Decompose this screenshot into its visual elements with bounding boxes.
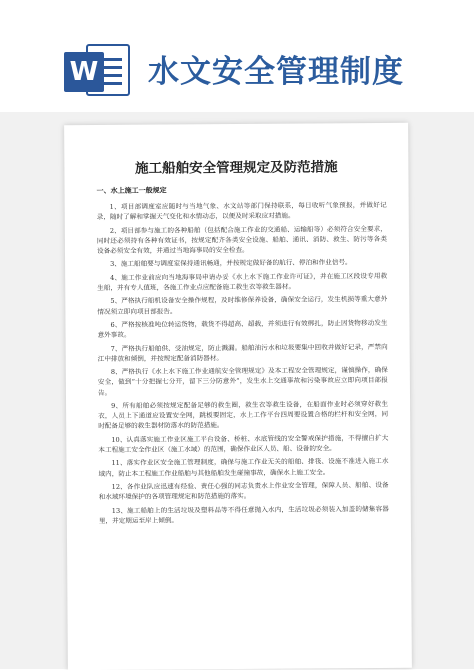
word-logo-tile: W [64, 52, 104, 92]
paragraph: 7、严格执行船舶供、受油规定，防止溅漏。船舶油污水和垃圾要集中回收并做好记录，严禁向江中排放和倾倒，并按规定配备消防器材。 [97, 342, 388, 363]
document-title: 施工船舶安全管理规定及防范措施 [135, 159, 338, 177]
paragraph: 3、施工船舶要与调度室保持通讯畅通，并按规定做好备的航行、停泊和作业信号。 [110, 258, 352, 269]
paragraph: 1、项目部调度室应随时与当地气象、水文站等部门保持联系，每日收听气象预报，并做好记录，随时了解和掌握天气变化和水情动态，以便及时采取应对措施。 [96, 200, 387, 222]
banner-title: 水文安全管理制度 [148, 54, 404, 90]
paragraph: 5、严格执行船机设备安全操作规程，及时维修保养设备，确保安全运行，发生机损等重大意外情况须立即向项目部报告。 [97, 295, 388, 316]
paragraph: 13、施工船舶上的生活垃圾及塑料品等不得任意抛入水内，生活垃圾必须装入加盖的储集容器里，并定期运至岸上倾倒。 [98, 504, 389, 525]
paragraph: 4、施工作业前应向当地海事局申请办妥《水上水下施工作业许可证》，并在施工区段设专用救生船，并有专人值班，各施工作业点应配备施工救生衣等救生器材。 [97, 271, 388, 292]
paragraph: 11、落实作业区安全施工管理制度，确保与施工作业无关的船舶、排筏、设施不准进入施工水域内，防止本工程施工作业船舶与其他船舶发生碰撞事故，确保水上施工安全。 [98, 457, 389, 478]
paragraph: 6、严格按核准吨位转运货物，载货不得超高、超载，并须进行有效绑扎，防止因货物移动发生意外事故。 [97, 318, 388, 340]
word-document-icon [64, 38, 134, 102]
document-page [64, 123, 412, 670]
document-body [97, 200, 389, 529]
section-heading: 一、水上施工一般规定 [96, 185, 167, 195]
paragraph: 12、各作业队应迅速有经验、责任心强的同志负责水上作业安全管理，保障人员、船舶、设备和水域环境保护的各项管理规定和防范措施的落实。 [98, 480, 389, 502]
page-banner [0, 0, 474, 112]
paragraph: 9、所有船舶必须按规定配备足够的救生圈，救生衣等救生设备，在船面作业时必须穿好救生衣，人员上下通道应设置安全网，跳板要固定，水上工作平台四周要设置合格的栏杆和安全网，同时配备足够的救生器材防落水的防范措施。 [98, 399, 389, 431]
paragraph: 10、认真落实施工作业区施工平台设备、桥桩、水底管线的安全警戒保护措施，不得擅自扩大本工程施工安全作业区（施工水域）的范围，确保作业区人员、船、设备的安全。 [98, 433, 389, 454]
paragraph: 2、项目部参与施工的各种船舶（包括配合施工作业的交通船、运输船等）必须符合安全要求，同时还必须持有各种有效证书，按规定配齐各类安全设施、船舶、通讯、消防、救生、防污等各类设备必须安全有效，并通过当地海事局的安全检查。 [96, 224, 387, 255]
paragraph: 8、严格执行《水上水下施工作业通航安全管理规定》及本工程安全管理规定，谨慎操作，确保安全，做到“十分把握七分开，留下三分防意外”，发生水上交通事故和污染事故应立即向项目部报告。 [97, 366, 388, 397]
